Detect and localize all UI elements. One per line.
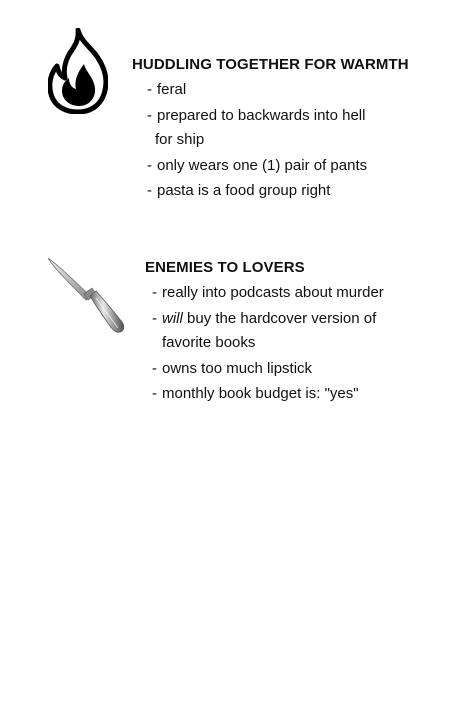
section-heading: HUDDLING TOGETHER FOR WARMTH <box>132 56 409 73</box>
fire-icon <box>48 28 108 114</box>
list-item: - really into podcasts about murder <box>152 284 384 301</box>
list-item: - owns too much lipstick <box>152 360 313 377</box>
section-heading: ENEMIES TO LOVERS <box>145 259 305 276</box>
knife-icon <box>44 254 130 336</box>
list-item-continuation: favorite books <box>162 334 256 351</box>
list-item: - pasta is a food group right <box>147 182 331 199</box>
list-item: - only wears one (1) pair of pants <box>147 157 368 174</box>
list-item-continuation: for ship <box>155 131 205 148</box>
list-item: - feral <box>147 81 187 98</box>
list-item: - monthly book budget is: "yes" <box>152 385 359 402</box>
list-item: - prepared to backwards into hell <box>147 107 366 124</box>
list-item: - will buy the hardcover version of <box>152 310 377 327</box>
